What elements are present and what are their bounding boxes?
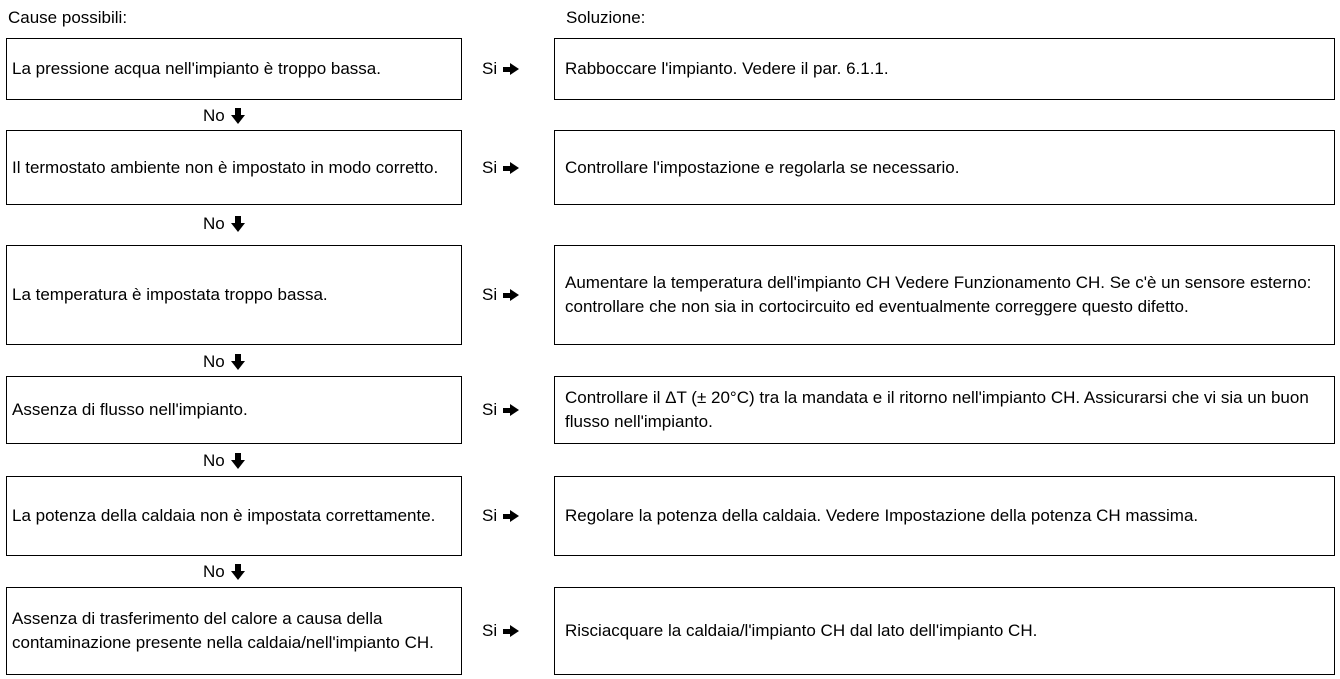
yes-label: Si: [482, 59, 498, 78]
solution-box-5: Regolare la potenza della caldaia. Vedere Impostazione della potenza CH massima.: [554, 476, 1335, 556]
arrow-right-icon: [503, 404, 519, 416]
no-connector-5: [203, 562, 245, 582]
arrow-right-icon: [503, 510, 519, 522]
arrow-right-icon: [503, 289, 519, 301]
no-label: No: [203, 352, 225, 371]
yes-connector-4: [482, 399, 542, 421]
arrow-down-icon: [231, 453, 245, 469]
yes-label: Si: [482, 285, 498, 304]
cause-box-3: La temperatura è impostata troppo bassa.: [6, 245, 462, 345]
causes-header: Cause possibili:: [8, 8, 128, 27]
solution-box-4: Controllare il ΔT (± 20°C) tra la mandata e il ritorno nell'impianto CH. Assicurarsi che vi sia un buon flusso nell'impianto.: [554, 376, 1335, 444]
cause-box-6: Assenza di trasferimento del calore a causa della contaminazione presente nella caldaia/nell'impianto CH.: [6, 587, 462, 675]
no-connector-1: [203, 106, 245, 126]
solution-box-6: Risciacquare la caldaia/l'impianto CH dal lato dell'impianto CH.: [554, 587, 1335, 675]
yes-connector-1: [482, 58, 542, 80]
no-label: No: [203, 562, 225, 581]
solution-box-2: Controllare l'impostazione e regolarla se necessario.: [554, 130, 1335, 205]
yes-label: Si: [482, 506, 498, 525]
no-label: No: [203, 106, 225, 125]
cause-box-4: Assenza di flusso nell'impianto.: [6, 376, 462, 444]
no-connector-4: [203, 451, 245, 471]
yes-connector-3: [482, 284, 542, 306]
arrow-down-icon: [231, 216, 245, 232]
no-label: No: [203, 214, 225, 233]
arrow-down-icon: [231, 354, 245, 370]
no-connector-3: [203, 352, 245, 372]
arrow-right-icon: [503, 162, 519, 174]
yes-connector-5: [482, 505, 542, 527]
arrow-right-icon: [503, 625, 519, 637]
solution-box-1: Rabboccare l'impianto. Vedere il par. 6.1.1.: [554, 38, 1335, 100]
no-connector-2: [203, 214, 245, 234]
arrow-down-icon: [231, 564, 245, 580]
cause-box-1: La pressione acqua nell'impianto è troppo bassa.: [6, 38, 462, 100]
cause-box-2: Il termostato ambiente non è impostato in modo corretto.: [6, 130, 462, 205]
arrow-right-icon: [503, 63, 519, 75]
solution-box-3: Aumentare la temperatura dell'impianto CH Vedere Funzionamento CH. Se c'è un sensore esterno: controllare che non sia in cortocircuito ed eventualmente correggere questo difetto.: [554, 245, 1335, 345]
solution-header: Soluzione:: [566, 8, 646, 27]
yes-connector-6: [482, 620, 542, 642]
arrow-down-icon: [231, 108, 245, 124]
yes-label: Si: [482, 400, 498, 419]
yes-connector-2: [482, 157, 542, 179]
yes-label: Si: [482, 158, 498, 177]
yes-label: Si: [482, 621, 498, 640]
no-label: No: [203, 451, 225, 470]
cause-box-5: La potenza della caldaia non è impostata correttamente.: [6, 476, 462, 556]
